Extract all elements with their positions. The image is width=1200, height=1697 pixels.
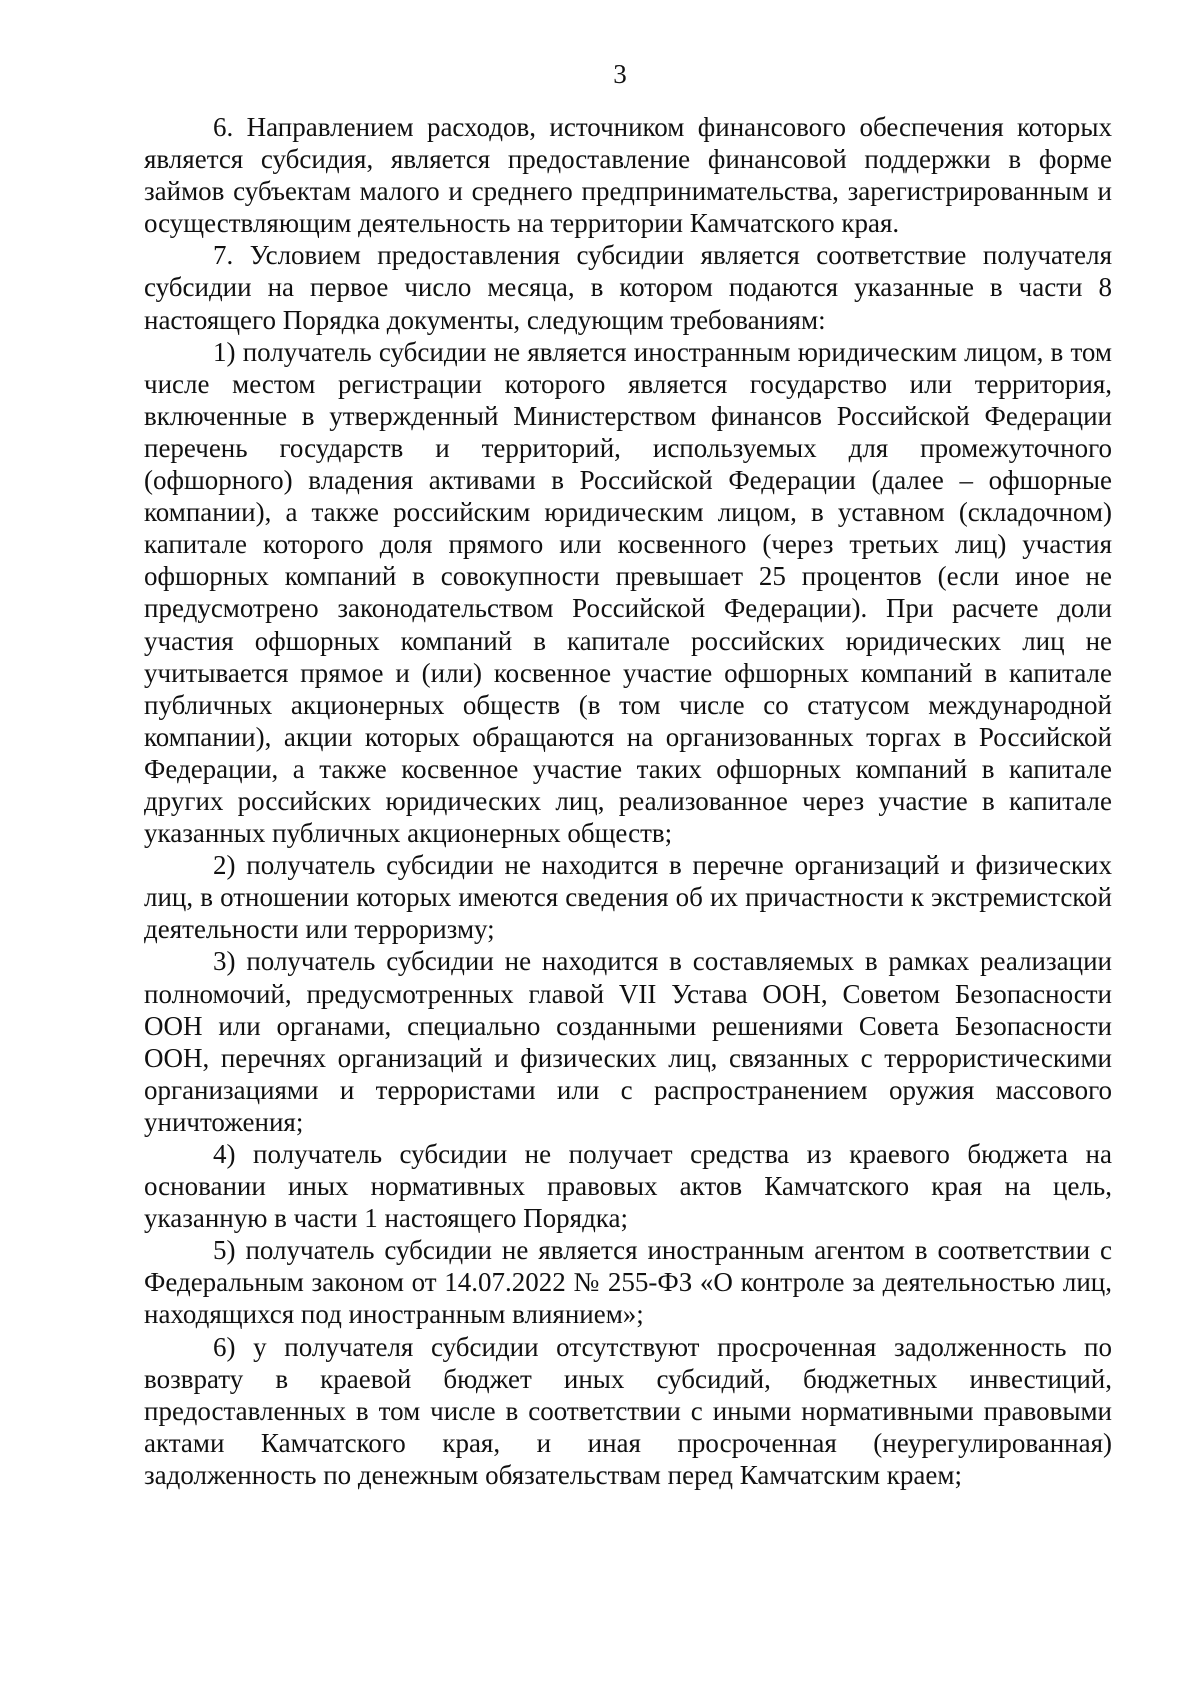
paragraph-item-6: 6) у получателя субсидии отсутствуют просроченная задолженность по возврату в краевой бюджет иных субсидий, бюджетных инвестиций, предоставленных в том числе в соответствии с иными нормативными правовыми актами Камчатского края, и иная просроченная (неурегулированная) задолженность по денежным обязательствам перед Камчатским краем;	[144, 1331, 1112, 1490]
paragraph-item-1: 1) получатель субсидии не является иностранным юридическим лицом, в том числе местом регистрации которого является государство или территория, включенные в утвержденный Министерством финансов Российской Федерации перечень государств и территорий, используемых для промежуточного (офшорного) владения активами в Российской Федерации (далее – офшорные компании), а также российским юридическим лицом, в уставном (складочном) капитале которого доля прямого или косвенного (через третьих лиц) участия офшорных компаний в совокупности превышает 25 процентов (если иное не предусмотрено законодательством Российской Федерации). При расчете доли участия офшорных компаний в капитале российских юридических лиц не учитывается прямое и (или) косвенное участие офшорных компаний в капитале публичных акционерных обществ (в том числе со статусом международной компании), акции которых обращаются на организованных торгах в Российской Федерации, а также косвенное участие таких офшорных компаний в капитале других российских юридических лиц, реализованное через участие в капитале указанных публичных акционерных обществ;	[144, 336, 1112, 849]
paragraph-section-6: 6. Направлением расходов, источником финансового обеспечения которых является субсидия, является предоставление финансовой поддержки в форме займов субъектам малого и среднего предпринимательства, зарегистрированным и осуществляющим деятельность на территории Камчатского края.	[144, 112, 1112, 239]
page-number: 3	[613, 59, 627, 89]
document-body	[144, 111, 1112, 1491]
paragraph-item-3: 3) получатель субсидии не находится в составляемых в рамках реализации полномочий, предусмотренных главой VII Устава ООН, Советом Безопасности ООН или органами, специально созданными решениями Совета Безопасности ООН, перечнях организаций и физических лиц, связанных с террористическими организациями и террористами или с распространением оружия массового уничтожения;	[144, 946, 1112, 1137]
paragraph-item-5: 5) получатель субсидии не является иностранным агентом в соответствии с Федеральным законом от 14.07.2022 № 255-ФЗ «О контроле за деятельностью лиц, находящихся под иностранным влиянием»;	[144, 1235, 1112, 1330]
paragraph-item-4: 4) получатель субсидии не получает средства из краевого бюджета на основании иных нормативных правовых актов Камчатского края на цель, указанную в части 1 настоящего Порядка;	[144, 1139, 1112, 1234]
paragraph-item-2: 2) получатель субсидии не находится в перечне организаций и физических лиц, в отношении которых имеются сведения об их причастности к экстремистской деятельности или терроризму;	[144, 850, 1112, 945]
paragraph-section-7: 7. Условием предоставления субсидии является соответствие получателя субсидии на первое число месяца, в котором подаются указанные в части 8 настоящего Порядка документы, следующим требованиям:	[144, 240, 1112, 335]
